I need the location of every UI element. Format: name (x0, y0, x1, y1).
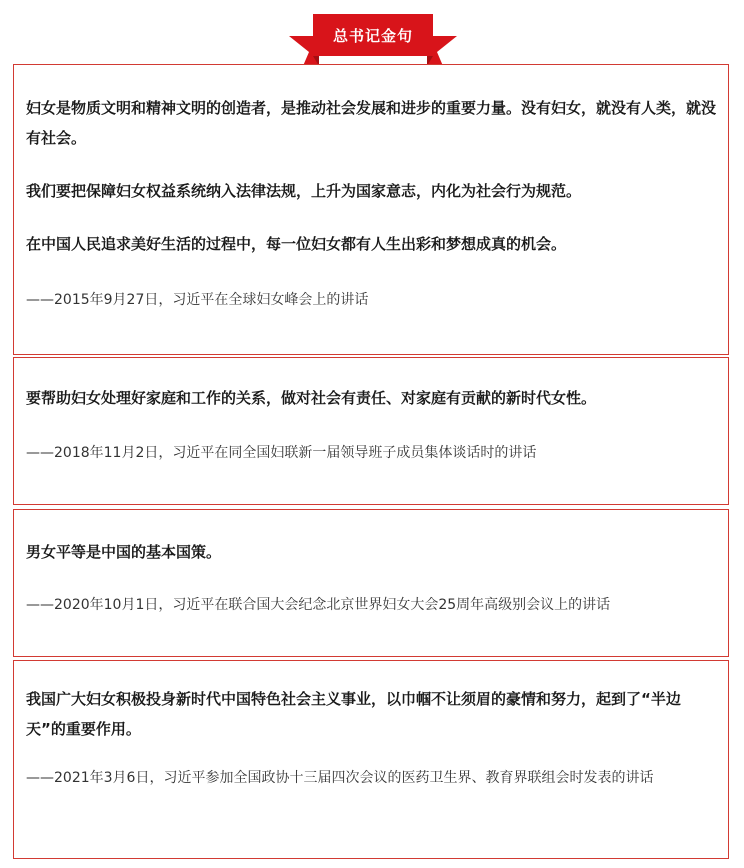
quote-source: ——2021年3月6日，习近平参加全国政协十三届四次会议的医药卫生界、教育界联组会时发表的讲话 (26, 770, 654, 786)
quote-source: ——2020年10月1日，习近平在联合国大会纪念北京世界妇女大会25周年高级别会议上的讲话 (26, 597, 611, 613)
quote-text: 我国广大妇女积极投身新时代中国特色社会主义事业，以巾帼不让须眉的豪情和努力，起到了“半边天”的重要作用。 (26, 690, 681, 738)
quote-card-4 (13, 660, 729, 859)
quote-source: ——2018年11月2日，习近平在同全国妇联新一届领导班子成员集体谈话时的讲话 (26, 445, 537, 461)
quote-card-2 (13, 357, 729, 505)
quote-text: 男女平等是中国的基本国策。 (26, 543, 222, 561)
page-title: 总书记金句 (332, 27, 413, 45)
quote-text: 在中国人民追求美好生活的过程中，每一位妇女都有人生出彩和梦想成真的机会。 (26, 235, 567, 253)
quote-card-1 (13, 64, 729, 355)
quote-card-3 (13, 509, 729, 657)
quote-source: ——2015年9月27日，习近平在全球妇女峰会上的讲话 (26, 292, 369, 308)
quote-text: 我们要把保障妇女权益系统纳入法律法规，上升为国家意志，内化为社会行为规范。 (26, 182, 582, 200)
quote-text: 要帮助妇女处理好家庭和工作的关系，做对社会有责任、对家庭有贡献的新时代女性。 (26, 389, 597, 407)
title-ribbon (289, 12, 457, 72)
quote-text: 妇女是物质文明和精神文明的创造者，是推动社会发展和进步的重要力量。没有妇女，就没有人类，就没有社会。 (26, 99, 717, 147)
